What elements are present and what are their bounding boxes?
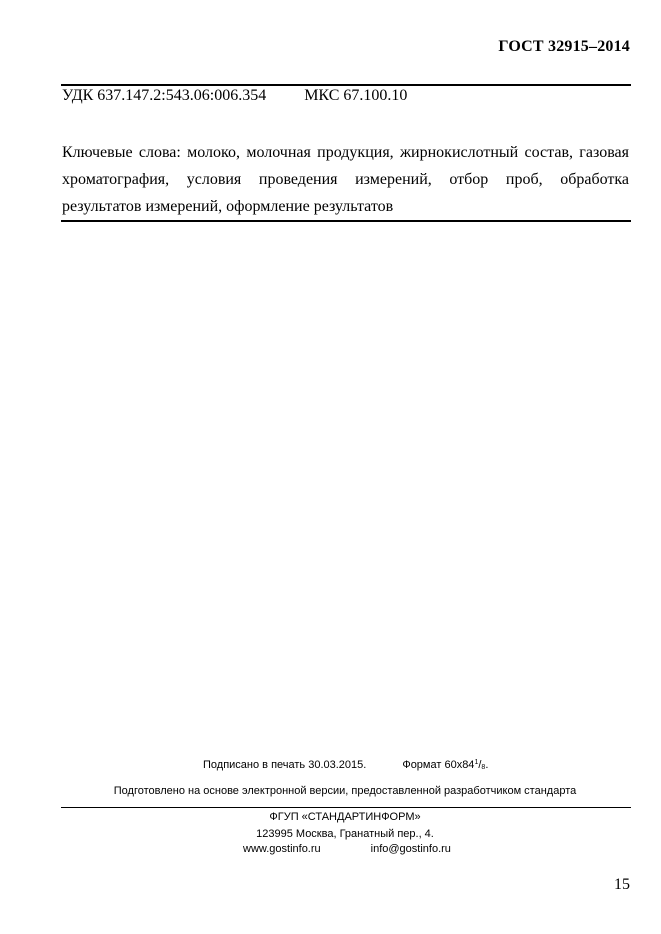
print-format: Формат $60x84^1/_8$. bbox=[402, 759, 489, 771]
email-link[interactable]: info@gostinfo.ru bbox=[370, 843, 451, 855]
udk-code: УДК 637.147.2:543.06:006.354 bbox=[62, 87, 267, 104]
publisher-address: 123995 Москва, Гранатный пер., 4. bbox=[256, 828, 434, 840]
publisher-name: ФГУП «СТАНДАРТИНФОРМ» bbox=[269, 811, 421, 823]
keywords-paragraph: Ключевые слова: молоко, молочная продукция, жирнокислотный состав, газовая хроматография, условия проведения измерений, отбор проб, обработка результатов измерений, оформление результатов bbox=[62, 144, 629, 215]
signed-date: Подписано в печать 30.03.2015. bbox=[203, 759, 367, 771]
publisher-contacts bbox=[243, 843, 451, 855]
prepared-note: Подготовлено на основе электронной версии, предоставленной разработчиком стандарта bbox=[113, 785, 577, 797]
keywords-divider bbox=[61, 220, 631, 222]
format-numerator: 1 bbox=[474, 759, 479, 766]
format-prefix: Формат 60x84 bbox=[402, 759, 475, 771]
website-link[interactable]: www.gostinfo.ru bbox=[243, 843, 321, 855]
print-signed-line bbox=[203, 759, 488, 771]
imprint-divider bbox=[61, 807, 631, 808]
document-code: ГОСТ 32915–2014 bbox=[498, 38, 630, 55]
page-number: 15 bbox=[614, 876, 630, 893]
format-denominator: 8 bbox=[481, 764, 486, 771]
classification-line bbox=[62, 87, 407, 105]
top-divider bbox=[61, 84, 631, 86]
format-suffix: . bbox=[485, 759, 489, 771]
mks-code: МКС 67.100.10 bbox=[304, 87, 408, 104]
